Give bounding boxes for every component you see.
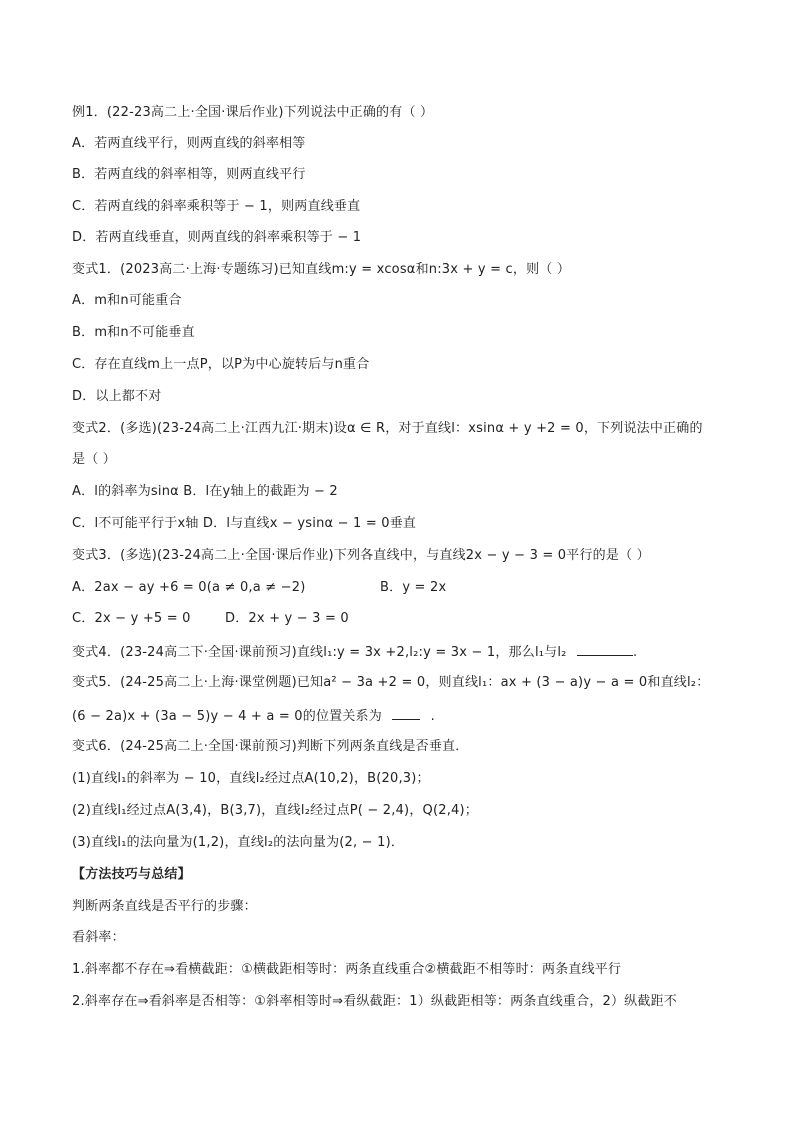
variant2-stem-line1: 变式2．(多选)(23-24高二上·江西九江·期末)设α ∈ R，对于直线l：xsinα + y +2 = 0，下列说法中正确的: [72, 421, 703, 436]
variant3-option-c: C．2x − y +5 = 0: [72, 611, 191, 626]
variant5-answer-blank: [392, 707, 420, 720]
summary-step2: 2.斜率存在⇒看斜率是否相等：①斜率相等时⇒看纵截距：1）纵截距相等：两条直线重合，2）纵截距不: [72, 994, 677, 1009]
variant6-item3: (3)直线l₁的法向量为(1,2)，直线l₂的法向量为(2, − 1)．: [72, 835, 405, 850]
summary-heading: 【方法技巧与总结】: [72, 867, 191, 882]
example1-option-c: C．若两直线的斜率乘积等于 − 1，则两直线垂直: [72, 199, 361, 214]
example1-option-b: B．若两直线的斜率相等，则两直线平行: [72, 167, 306, 182]
variant5-line2-wrap: [72, 707, 435, 725]
variant2-stem-line2: 是（ ）: [72, 452, 116, 467]
variant3-option-d: D．2x + y − 3 = 0: [225, 611, 349, 626]
variant6-stem: 变式6．(24-25高二上·全国·课前预习)判断下列两条直线是否垂直．: [72, 739, 469, 754]
summary-step1: 1.斜率都不存在⇒看横截距：①横截距相等时：两条直线重合②横截距不相等时：两条直线平行: [72, 962, 622, 977]
variant6-item1: (1)直线l₁的斜率为 − 10，直线l₂经过点A(10,2)，B(20,3)；: [72, 771, 430, 786]
variant5-line1: 变式5．(24-25高二上·上海·课堂例题)已知a² − 3a +2 = 0，则直线l₁：ax + (3 − a)y − a = 0和直线l₂：: [72, 675, 710, 690]
example1-option-a: A．若两直线平行，则两直线的斜率相等: [72, 136, 306, 151]
variant1-option-d: D．以上都不对: [72, 389, 162, 404]
variant6-item2: (2)直线l₁经过点A(3,4)，B(3,7)，直线l₂经过点P( − 2,4)，Q(2,4)；: [72, 803, 478, 818]
variant5-line2: (6 − 2a)x + (3a − 5)y − 4 + a = 0的位置关系为: [72, 709, 382, 724]
variant4-line: [72, 643, 637, 661]
variant1-option-c: C．存在直线m上一点P，以P为中心旋转后与n重合: [72, 357, 370, 372]
variant5-end: .: [430, 709, 435, 724]
variant3-stem: 变式3．(多选)(23-24高二上·全国·课后作业)下列各直线中，与直线2x − y − 3 = 0平行的是（ ）: [72, 548, 650, 563]
variant4-answer-blank: [577, 643, 633, 656]
variant3-option-a: A．2ax − ay +6 = 0(a ≠ 0,a ≠ −2): [72, 580, 306, 595]
variant1-stem: 变式1．(2023高二·上海·专题练习)已知直线m:y = xcosα和n:3x + y = c，则（ ）: [72, 262, 571, 277]
variant1-option-a: A．m和n可能重合: [72, 293, 182, 308]
example1-option-d: D．若两直线垂直，则两直线的斜率乘积等于 − 1: [72, 230, 362, 245]
variant2-options-cd: C．l不可能平行于x轴 D．l与直线x − ysinα − 1 = 0垂直: [72, 516, 417, 531]
variant1-option-b: B．m和n不可能垂直: [72, 325, 195, 340]
variant4-end: .: [632, 645, 638, 660]
variant3-option-b: B．y = 2x: [380, 580, 447, 595]
variant4-stem: 变式4．(23-24高二下·全国·课前预习)直线l₁:y = 3x +2,l₂:y = 3x − 1，那么l₁与l₂: [72, 645, 567, 660]
summary-intro: 判断两条直线是否平行的步骤：: [72, 899, 257, 914]
summary-slope: 看斜率：: [72, 930, 125, 945]
variant2-options-ab: A．l的斜率为sinα B．l在y轴上的截距为 − 2: [72, 484, 338, 499]
example1-stem: 例1．(22-23高二上·全国·课后作业)下列说法中正确的有（ ）: [72, 105, 434, 120]
